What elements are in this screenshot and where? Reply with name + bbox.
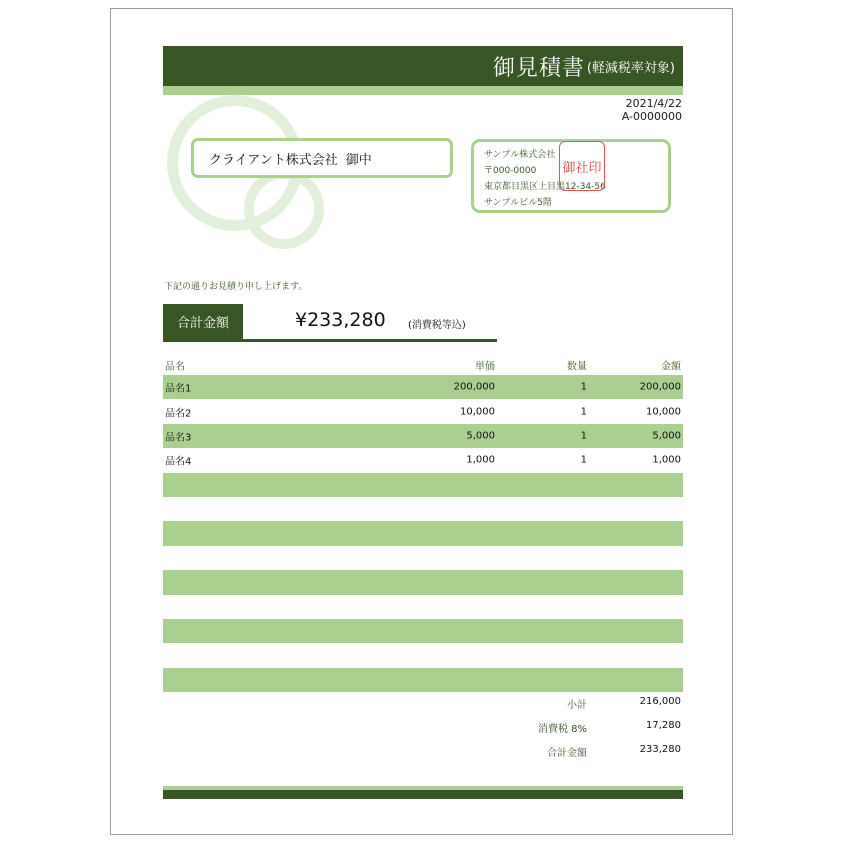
table-row [163, 546, 683, 570]
table-row [163, 570, 683, 594]
quantity-cell: 1 [580, 381, 587, 393]
document-subtitle: (軽減税率対象) [586, 60, 675, 76]
table-row [163, 448, 683, 472]
tax-value: 17,280 [646, 720, 681, 731]
table-row [163, 643, 683, 667]
table-row [163, 521, 683, 545]
item-name-cell: 品名1 [165, 383, 192, 395]
item-name-cell: 品名4 [165, 456, 192, 468]
table-row [163, 375, 683, 399]
subtotal-row [163, 696, 683, 716]
decorative-ring-small [244, 169, 324, 249]
client-honorific: 御中 [345, 152, 372, 168]
total-amount: ¥233,280 [295, 309, 386, 331]
intro-text: 下記の通りお見積り申し上げます。 [164, 282, 308, 292]
item-name-cell: 品名3 [165, 432, 192, 444]
table-body [163, 375, 683, 716]
amount-cell: 10,000 [646, 406, 681, 418]
document-number: A-0000000 [621, 110, 682, 123]
unit-price-cell: 5,000 [466, 430, 495, 442]
line-items-table [163, 355, 683, 716]
grand-total-label: 合計金額 [547, 748, 587, 759]
table-row [163, 497, 683, 521]
estimate-sheet [110, 8, 733, 835]
header-unit-price: 単価 [475, 361, 495, 373]
client-box [191, 138, 453, 178]
client-name: クライアント株式会社 [209, 152, 338, 168]
issue-date: 2021/4/22 [625, 97, 682, 110]
issuer-address-1: 東京都目黒区上目黒12-34-56 [484, 182, 606, 192]
unit-price-cell: 10,000 [460, 406, 495, 418]
subtotal-value: 216,000 [639, 696, 681, 707]
quantity-cell: 1 [580, 406, 587, 418]
issuer-company: サンプル株式会社 [484, 150, 556, 160]
issuer-address-2: サンプルビル5階 [484, 198, 552, 208]
total-label: 合計金額 [163, 304, 243, 339]
title-bar [163, 46, 683, 86]
table-row [163, 473, 683, 497]
subtotal-label: 小計 [567, 700, 587, 711]
seal-text: 御社印 [562, 160, 602, 176]
grand-total-row [163, 744, 683, 764]
header-quantity: 数量 [567, 361, 587, 373]
title-underline [163, 86, 683, 95]
header-item-name: 品名 [165, 361, 185, 373]
total-tax-note: (消費税等込) [408, 320, 466, 331]
unit-price-cell: 1,000 [466, 454, 495, 466]
table-row [163, 399, 683, 423]
total-underline [163, 339, 497, 342]
quantity-cell: 1 [580, 454, 587, 466]
header-amount: 金額 [661, 361, 681, 373]
table-header-row [163, 355, 683, 375]
amount-cell: 5,000 [652, 430, 681, 442]
table-row [163, 595, 683, 619]
company-seal [559, 141, 605, 191]
quantity-cell: 1 [580, 430, 587, 442]
amount-cell: 200,000 [639, 381, 681, 393]
document-title: 御見積書 [492, 55, 585, 81]
issuer-postal: 〒000-0000 [484, 166, 537, 176]
tax-label: 消費税 8% [537, 724, 587, 735]
table-row [163, 619, 683, 643]
table-row [163, 424, 683, 448]
table-row [163, 668, 683, 692]
grand-total-value: 233,280 [639, 744, 681, 755]
item-name-cell: 品名2 [165, 408, 192, 420]
tax-row [163, 720, 683, 740]
footer-band-dark [163, 790, 683, 799]
unit-price-cell: 200,000 [453, 381, 495, 393]
amount-cell: 1,000 [652, 454, 681, 466]
